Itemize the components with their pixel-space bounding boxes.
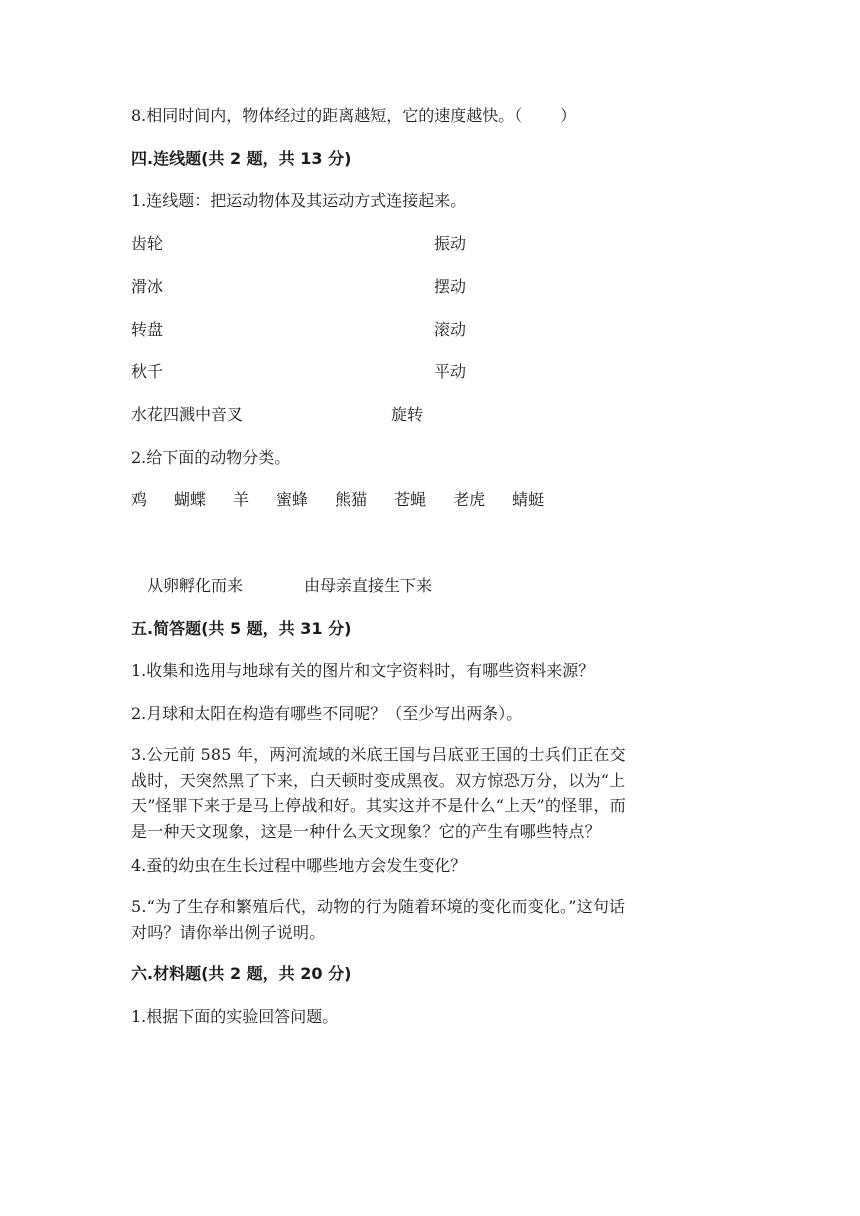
match-right-item[interactable]: 滚动 — [434, 320, 467, 339]
animal-list — [131, 490, 571, 510]
short-answer-question-4: 4.蚕的幼虫在生长过程中哪些地方会发生变化？ — [131, 856, 467, 875]
animal-item[interactable]: 蜜蜂 — [276, 490, 309, 509]
match-left-item[interactable]: 滑冰 — [131, 277, 164, 296]
match-right-item[interactable]: 摆动 — [434, 277, 467, 296]
short-answer-question-3: 3.公元前 585 年，两河流域的米底王国与吕底亚王国的士兵们正在交战时，天突然黑了下来，白天顿时变成黑夜。双方惊恐万分，以为“上天”怪罪下来于是马上停战和好。其实这并不是什么“上天”的怪罪，而是一种天文现象，这是一种什么天文现象？它的产生有哪些特点？ — [131, 745, 626, 841]
classify-question-2-prompt: 2.给下面的动物分类。 — [131, 448, 291, 467]
animal-item[interactable]: 羊 — [233, 490, 250, 509]
match-right-item[interactable]: 平动 — [434, 362, 467, 381]
section-5-heading: 五.简答题(共 5 题，共 31 分) — [131, 619, 352, 638]
animal-item[interactable]: 老虎 — [453, 490, 486, 509]
animal-item[interactable]: 蝴蝶 — [174, 490, 207, 509]
section-6-heading: 六.材料题(共 2 题，共 20 分) — [131, 964, 352, 983]
material-question-1: 1.根据下面的实验回答问题。 — [131, 1007, 339, 1026]
true-false-question-8 — [131, 106, 576, 126]
question-bracket-close: ） — [560, 106, 577, 125]
match-left-item[interactable]: 转盘 — [131, 320, 164, 339]
short-answer-question-1: 1.收集和选用与地球有关的图片和文字资料时，有哪些资料来源？ — [131, 661, 595, 680]
animal-item[interactable]: 蜻蜓 — [512, 490, 545, 509]
match-left-item[interactable]: 齿轮 — [131, 234, 164, 253]
question-text: 8.相同时间内，物体经过的距离越短，它的速度越快。（ — [131, 106, 523, 125]
match-left-item[interactable]: 秋千 — [131, 362, 164, 381]
match-right-item[interactable]: 振动 — [434, 234, 467, 253]
section-4-heading: 四.连线题(共 2 题，共 13 分) — [131, 149, 352, 168]
animal-item[interactable]: 熊猫 — [335, 490, 368, 509]
category-viviparous: 由母亲直接生下来 — [304, 576, 433, 595]
short-answer-question-5: 5.“为了生存和繁殖后代，动物的行为随着环境的变化而变化。”这句话对吗？请你举出例子说明。 — [131, 897, 626, 942]
matching-question-1-prompt: 1.连线题：把运动物体及其运动方式连接起来。 — [131, 191, 467, 210]
animal-item[interactable]: 苍蝇 — [394, 490, 427, 509]
category-oviparous: 从卵孵化而来 — [147, 576, 244, 595]
match-left-item[interactable]: 水花四溅中音叉 — [131, 405, 244, 424]
short-answer-question-2: 2.月球和太阳在构造有哪些不同呢？（至少写出两条）。 — [131, 704, 523, 723]
animal-item[interactable]: 鸡 — [131, 490, 148, 509]
match-right-item[interactable]: 旋转 — [391, 405, 424, 424]
